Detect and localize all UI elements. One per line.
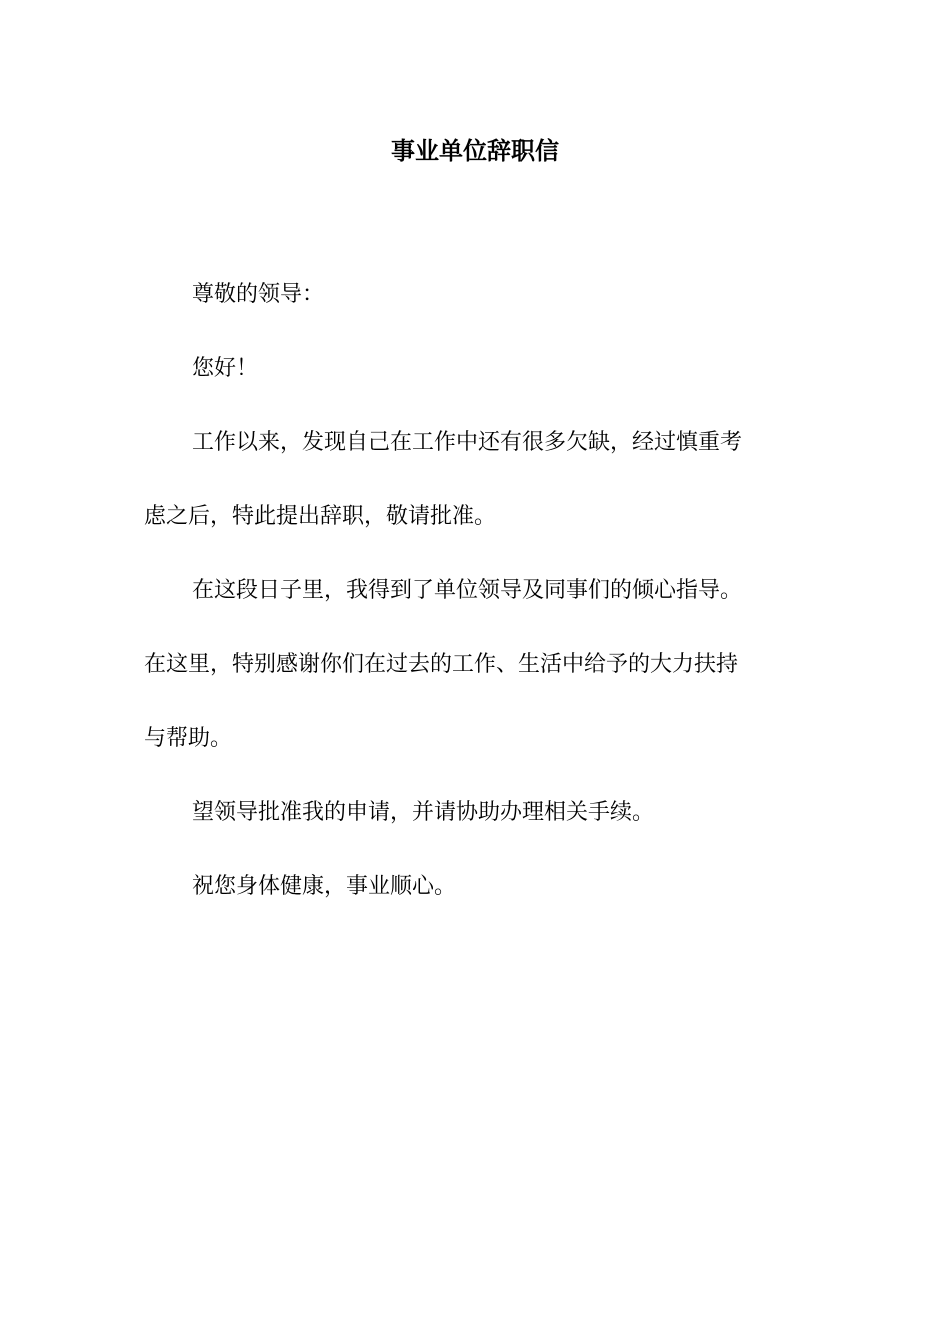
paragraph-3: 望领导批准我的申请，并请协助办理相关手续。: [192, 800, 655, 825]
document-title: 事业单位辞职信: [391, 136, 559, 165]
paragraph-2-line-1: 在这段日子里，我得到了单位领导及同事们的倾心指导。: [192, 578, 743, 603]
letter-body: [144, 258, 824, 924]
paragraph-1-line-1: 工作以来，发现自己在工作中还有很多欠缺，经过慎重考: [192, 430, 743, 455]
greeting: 您好！: [192, 356, 259, 381]
paragraph-1-line-2: 虑之后，特此提出辞职，敬请批准。: [144, 504, 497, 529]
closing: 祝您身体健康，事业顺心。: [192, 874, 457, 899]
salutation: 尊敬的领导：: [192, 282, 325, 307]
paragraph-2-line-2: 在这里，特别感谢你们在过去的工作、生活中给予的大力扶持: [144, 652, 739, 677]
paragraph-2-line-3: 与帮助。: [144, 726, 233, 751]
